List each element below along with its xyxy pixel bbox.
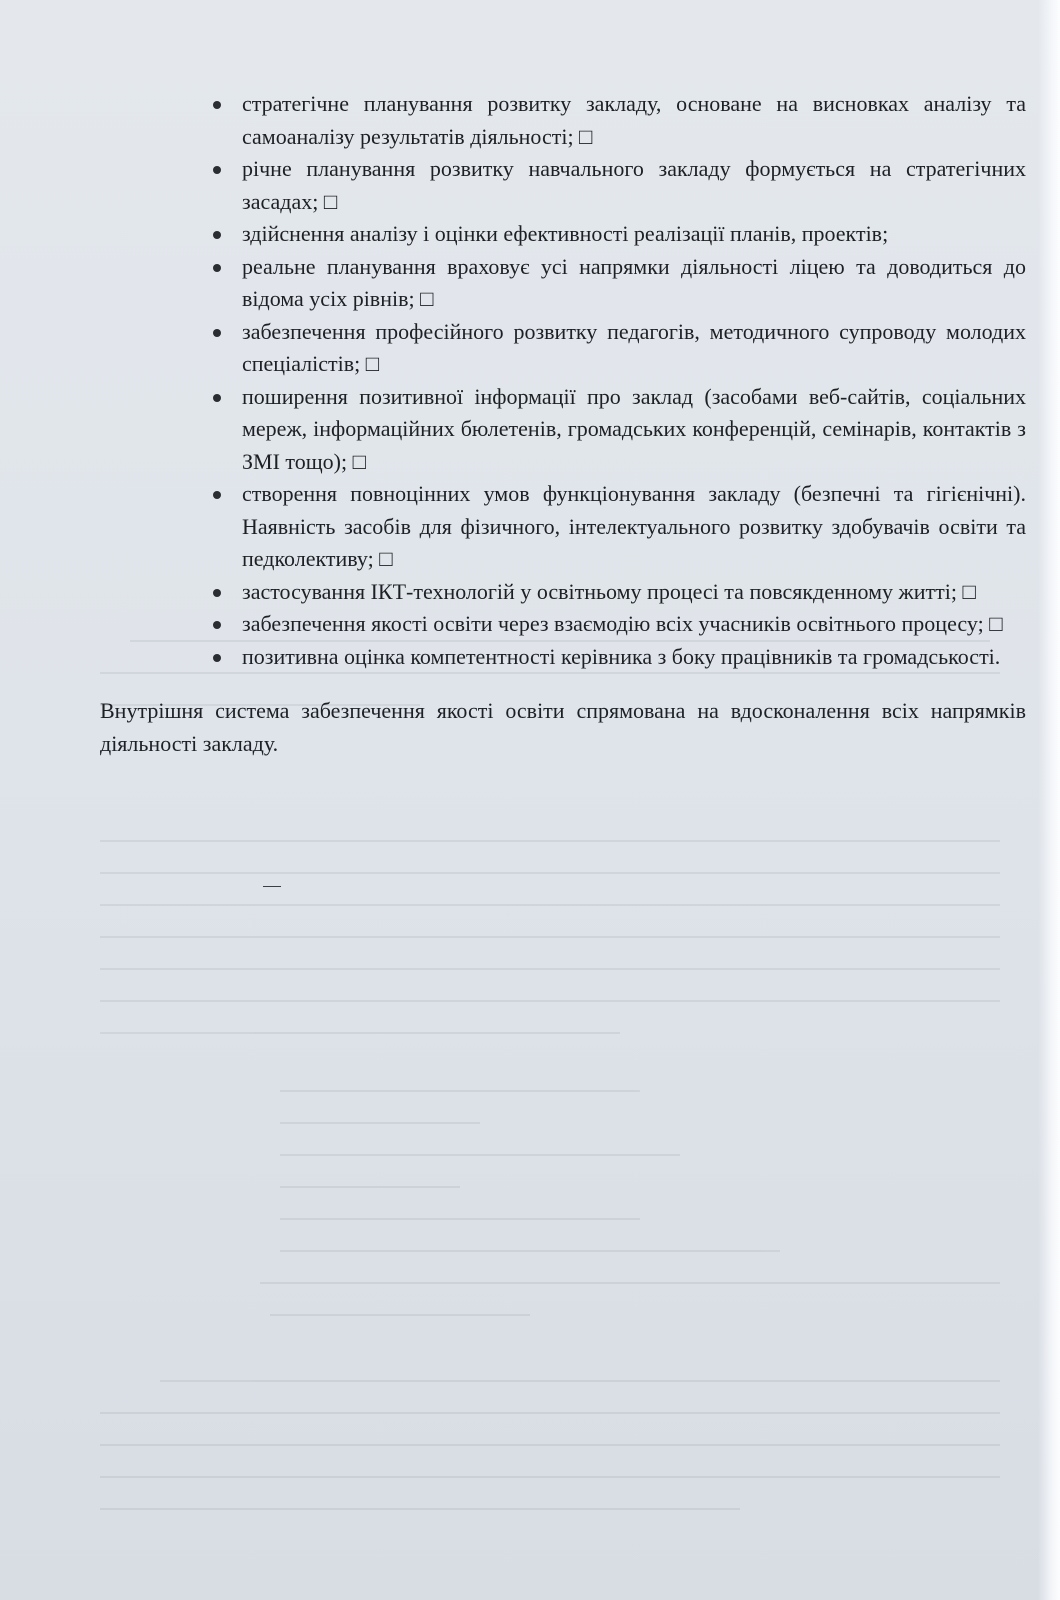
document-body: [100, 88, 1026, 782]
list-item: стратегічне планування розвитку закладу, основане на висновках аналізу та самоаналізу результатів діяльності; □: [242, 88, 1026, 153]
ghost-line: [280, 1218, 640, 1220]
ghost-line: [280, 1122, 480, 1124]
ghost-line: [280, 1250, 780, 1252]
stray-pen-mark: [263, 886, 281, 887]
ghost-line: [260, 1282, 1000, 1284]
list-item: створення повноцінних умов функціонування закладу (безпечні та гігієнічні). Наявність засобів для фізичного, інтелектуального розвитку здобувачів освіти та педколективу; □: [242, 478, 1026, 576]
ghost-line: [100, 1000, 1000, 1002]
ghost-line: [100, 1032, 620, 1034]
list-item: застосування ІКТ-технологій у освітньому процесі та повсякденному житті; □: [242, 576, 1026, 609]
list-item: забезпечення якості освіти через взаємодію всіх учасників освітнього процесу; □: [242, 608, 1026, 641]
list-item: позитивна оцінка компетентності керівника з боку працівників та громадськості.: [242, 641, 1026, 674]
list-item: реальне планування враховує усі напрямки діяльності ліцею та доводиться до відома усіх рівнів; □: [242, 251, 1026, 316]
ghost-line: [100, 904, 1000, 906]
page-edge-highlight: [1038, 0, 1060, 1600]
ghost-line: [100, 968, 1000, 970]
ghost-line: [100, 1412, 1000, 1414]
ghost-line: [100, 1444, 1000, 1446]
list-item: поширення позитивної інформації про заклад (засобами веб-сайтів, соціальних мереж, інформаційних бюлетенів, громадських конференцій, семінарів, контактів з ЗМІ тощо); □: [242, 381, 1026, 479]
ghost-line: [280, 1186, 460, 1188]
ghost-line: [100, 840, 1000, 842]
list-item: річне планування розвитку навчального закладу формується на стратегічних засадах; □: [242, 153, 1026, 218]
ghost-line: [280, 1154, 680, 1156]
ghost-line: [160, 1380, 1000, 1382]
ghost-line: [270, 1314, 530, 1316]
ghost-line: [280, 1090, 640, 1092]
ghost-line: [100, 1508, 740, 1510]
ghost-line: [100, 872, 1000, 874]
ghost-line: [100, 936, 1000, 938]
list-item: здійснення аналізу і оцінки ефективності реалізації планів, проектів;: [242, 218, 1026, 251]
ghost-line: [100, 1476, 1000, 1478]
summary-paragraph: Внутрішня система забезпечення якості освіти спрямована на вдосконалення всіх напрямків діяльності закладу.: [100, 698, 1026, 756]
bullet-list: [100, 88, 1026, 673]
list-item: забезпечення професійного розвитку педагогів, методичного супроводу молодих спеціалістів; □: [242, 316, 1026, 381]
